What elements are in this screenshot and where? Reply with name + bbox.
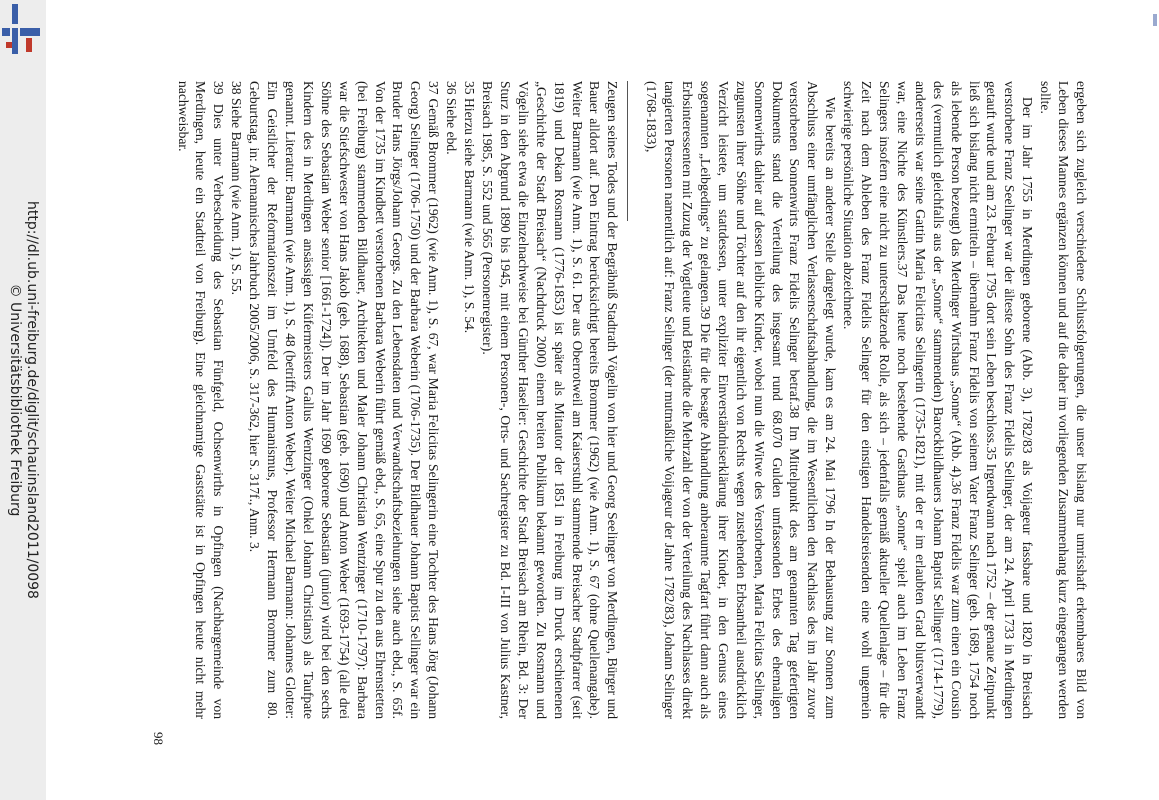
body-paragraph-3: Wie bereits an anderer Stelle dargelegt wurde, kam es am 24. Mai 1796 In der Behausung zur Sonnen zum Abschluss einer umfänglichen Verlassenschaftsabhandlung, die im Wesentlichen den Nachlass des im Jahr zuvor verstorbenen Sonnenwirts Franz Fidelis Selinger betraf.38 Im Mittelpunkt des am genannten Tag gefertigten Dokuments stand die Verteilung des insgesamt rund 68.070 Gulden umfassenden Erbes des ehemaligen Sonnenwirths dahier auf dessen leibliche Kinder, wobei nun die Witwe des Verstorbenen, Maria Felicitas Selinger, zugunsten ihrer Söhne und Töchter auf den ihr eigentlich von Rechts wegen zustehenden Erbsantheil ausdrücklich Verzicht leistete, um stattdessen, unter expliziter Einverständniserklärung ihrer Kinder, in den Genuss eines sogenannten „Leibgedings“ zu gelangen.39 Die für die besagte Abhandlung anberaumte Tagfart führt dann auch als Erbsinteressenten mit Zuzug der Vogtleute und Beiständte die Mehrzahl der von der Verteilung des Nachlasses direkt tangierten Personen namentlich auf: Franz Selinger (der mutmaßliche Voijageur der Jahre 1782/83), Johann Selinger (1768-1833), <box>643 81 838 719</box>
page-number: 98 <box>150 732 166 745</box>
scanned-page <box>100 0 1159 800</box>
source-url[interactable]: http://dl.ub.uni-freiburg.de/diglit/schauinsland2011/0098 <box>24 201 40 599</box>
footnote-36: 36 Siehe ebd. <box>443 81 459 155</box>
copyright-notice: © Universitätsbibliothek Freiburg <box>7 283 23 517</box>
footnote-divider <box>627 81 628 221</box>
footnote-39: 39 Dies unter Verbescheidung des Sebastian Fünfgeld, Ochsenwirths in Opfingen (Nachbargemeinde von Merdingen, heute ein Stadtteil von Freiburg). Eine gleichnamige Gaststätte ist in Opfingen heute nicht mehr nachweisbar. <box>175 81 226 719</box>
footnote-38: 38 Siehe Barmann (wie Anm. 1), S. 55. <box>228 81 244 296</box>
footnote-34-continued: Zeugen seines Todes und der Begräbniß Stadtrath Vögelin von hier und Georg Seelinger von Merdingen, Bürger und Bauer alldort auf. Den Eintrag berücksichtigt bereits Brommer (1962) (wie Anm. 1), S. 67 (ohne Quellenangabe). Weiter Barmann (wie Anm. 1), S. 61. Der aus Oberrotweil am Kaiserstuhl stammende Breisacher Stadtpfarrer (seit 1819) und Dekan Rosmann (1776-1853) ist später als Mitautor der 1851 in Freiburg im Druck erschienenen „Geschichte der Stadt Breisach“ (Nachdruck 2000) einem breiten Publikum bekannt geworden. Zu Rosmann und Vögelin siehe etwa die Einzelnachweise bei Günther Haselier: Geschichte der Stadt Breisach am Rhein, Bd. 3: Der Sturz in den Abgrund 1890 bis 1945, mit einem Personen-, Orts- und Sachregister zu Bd. I-III von Julius Kastner, Breisach 1985, S. 552 und 565 (Personenregister). <box>479 81 620 719</box>
page-content <box>150 55 1110 745</box>
navigation-edge-icon[interactable] <box>1151 0 1159 40</box>
footnote-37: 37 Gemäß Brommer (1962) (wie Anm. 1), S. 67, war Maria Felicitas Selingerin eine Tochter des Hans Jörg (Johann Georg) Selinger (1706-1750) und der Barbara Weberin (1706-1735). Der Bildhauer Johann Baptist Sellinger war ein Bruder Hans Jörgs/Johann Georgs. Zu den Lebensdaten und Verwandtschaftsbeziehungen siehe auch ebd., S. 65f. Von der 1735 im Kindbett verstorbenen Barbara Weberin führt gemäß ebd., S. 65, eine Spur zu den aus Ehrenstetten (bei Freiburg) stammenden Bildhauer, Architekten und Maler Johann Christian Wentzinger (1710-1797): Barbara war die Stiefschwester von Hans Jakob (geb. 1688), Sebastian (geb. 1690) und Anton Weber (1693-1754) (alle drei Söhne des Sebastian Weber senior [1661-1724]). Der im Jahr 1690 geborene Sebastian (junior) wird bei den sechs Kindern des in Merdingen ansässigen Küfermeisters Gallus Wentzinger (Onkel Johann Christians) als Taufpate genannt. Literatur: Barmann (wie Anm. 1), S. 48 (betrifft Anton Weber). Weiter Michael Barmann: Johannes Glotter: Ein Geistlicher der Reformationszeit im Umfeld des Humanismus, Professor Hermann Brommer zum 80. Geburtstag, in: Alemannisches Jahrbuch 2005/2006, S. 317-362, hier S. 317f., Anm. 3. <box>246 81 441 719</box>
body-paragraph-1: ergeben sich zugleich verschiedene Schlussfolgerungen, die unser bislang nur umrisshaft erkennbares Bild von Leben dieses Mannes ergänzen können und auf die daher im vorliegenden Zusammenhang kurz eingegangen werden sollte. <box>1037 81 1089 719</box>
footnote-35: 35 Hierzu siehe Barmann (wie Anm. 1), S. 54. <box>461 81 477 334</box>
body-paragraph-2: Der im Jahr 1755 in Merdingen geborene (Abb. 3), 1782/83 als Voijageur fassbare und 1820 in Breisach verstorbene Franz Seelinger war der älteste Sohn des Franz Fidelis Selinger, der am 24. April 1733 in Merdingen getauft wurde und am 23. Februar 1795 dort sein Leben beschloss.35 Irgendwann nach 1752 – der genaue Zeitpunkt ließ sich bislang nicht ermitteln – übernahm Franz Fidelis von seinem Vater Franz Selinger (geb. 1689, 1754 noch als lebende Person bezeugt) das Merdinger Wirtshaus „Sonne“ (Abb. 4).36 Franz Fidelis war zum einen ein Cousin des (vermutlich gleichfalls aus der „Sonne“ stammenden) Barockbildhauers Johann Baptist Sellinger (1714-1779), andererseits war seine Gattin Maria Felicitas Selingerin (1735-1821), mit der er im erlaubten Grad blutsverwandt war, eine Nichte des Künstlers.37 Das heute noch bestehende Gasthaus „Sonne“ spielt auch im Leben Franz Selingers insofern eine nicht zu unterschätzende Rolle, als sich – jedenfalls gemäß aktueller Quellenlage – für die Zeit nach dem Ableben des Franz Fidelis Selinger für den einstigen Handelsreisenden eine wohl ungemein schwierige persönliche Situation abzeichnete. <box>840 81 1035 719</box>
source-watermark <box>6 20 40 780</box>
viewer-side-strip <box>0 0 46 800</box>
